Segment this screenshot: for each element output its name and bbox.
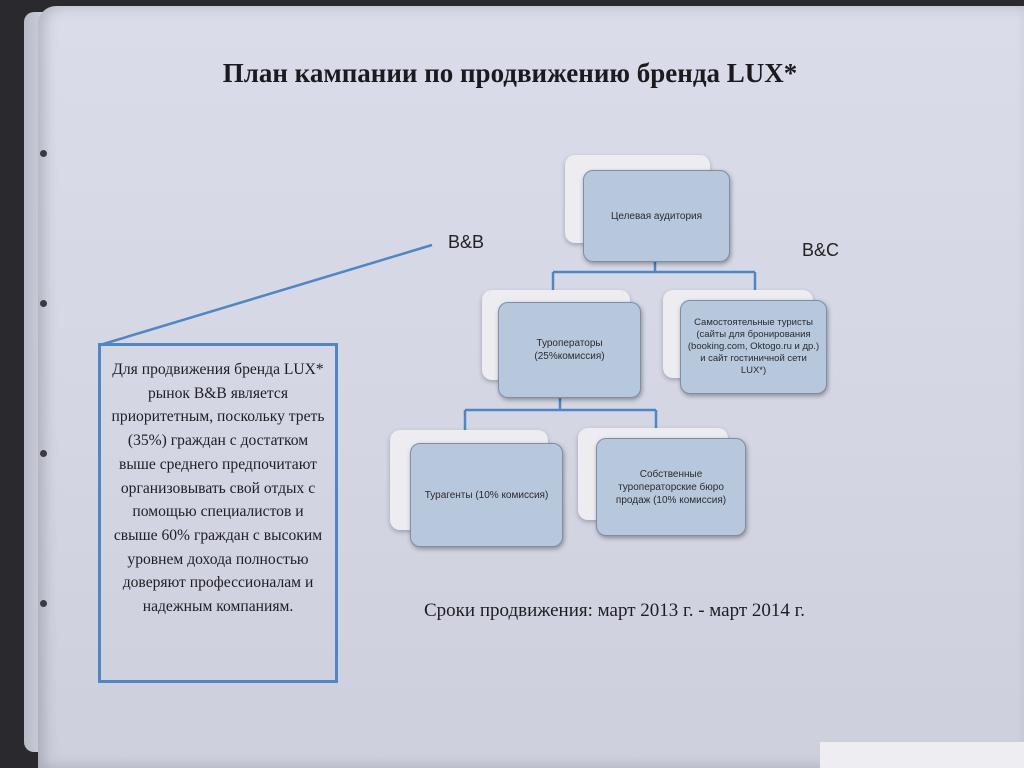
- callout-pointer-line: [100, 245, 432, 345]
- b2b-explanation-callout: [98, 343, 338, 683]
- node-travel-agents: Турагенты (10% комиссия): [410, 443, 563, 547]
- node-tour-operators-commission: (25%комиссия): [534, 351, 605, 362]
- node-target-audience: Целевая аудитория: [583, 170, 730, 262]
- node-tour-operators: [498, 302, 641, 398]
- b2c-label: B&C: [802, 240, 840, 260]
- node-independent-tourists: Самостоятельные туристы (сайты для бронирования (booking.com, Oktogo.ru и др.) и сайт гостиничной сети LUX*): [680, 300, 827, 394]
- node-own-sales-bureau: Собственные туроператорские бюро продаж (10% комиссия): [596, 438, 746, 536]
- callout-text: Для продвижения бренда LUX* рынок B&B является приоритетным, поскольку треть (35%) граждан с достатком выше среднего предпочитают организовывать свой отдых с помощью специалистов и свыше 60% граждан с высоким уровнем дохода полностью доверяют профессионалам и надежным компаниям.: [111, 361, 325, 616]
- slide-title: План кампании по продвижению бренда LUX*: [222, 58, 798, 88]
- b2b-label: B&B: [448, 232, 485, 252]
- node-tour-operators-label: Туроператоры: [536, 338, 603, 349]
- promotion-timeline: Сроки продвижения: март 2013 г. - март 2014 г.: [424, 600, 806, 621]
